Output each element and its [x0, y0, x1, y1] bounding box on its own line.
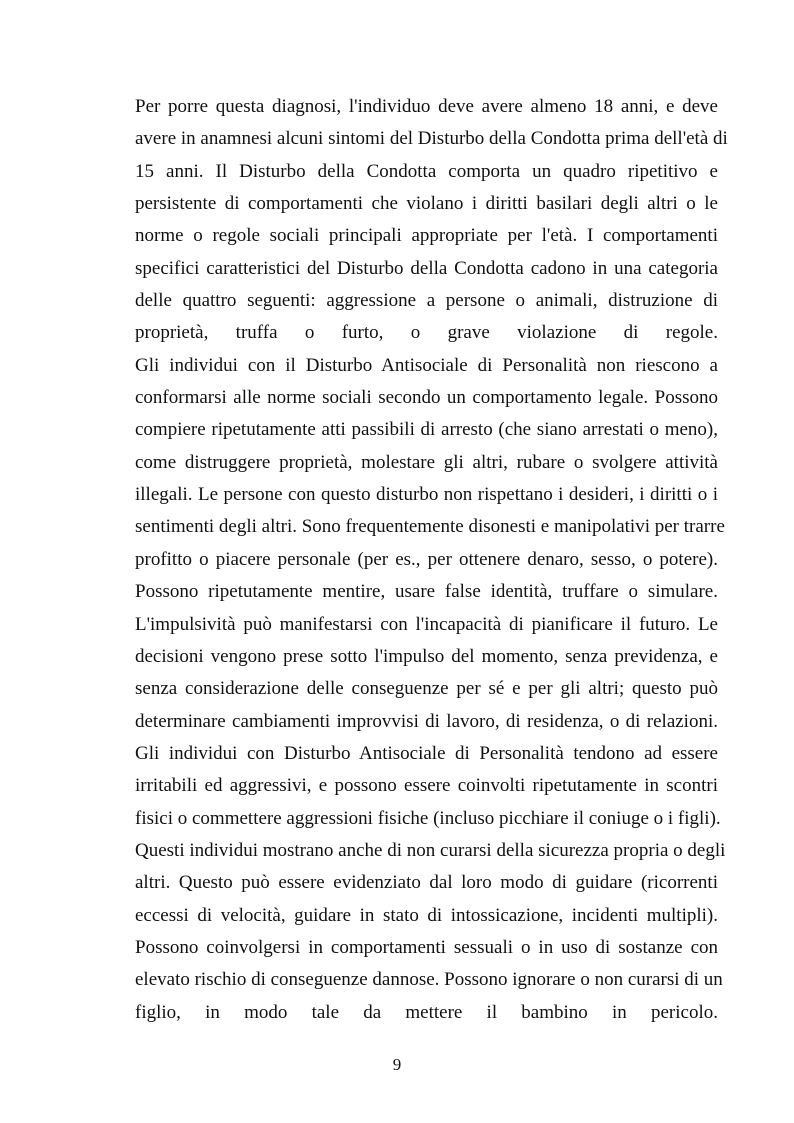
text-line: determinare cambiamenti improvvisi di lavoro, di residenza, o di relazioni. — [135, 710, 718, 732]
text-line: altri. Questo può essere evidenziato dal loro modo di guidare (ricorrenti — [135, 872, 718, 894]
text-line: delle quattro seguenti: aggressione a persone o animali, distruzione di — [135, 290, 718, 312]
text-line: conformarsi alle norme sociali secondo un comportamento legale. Possono — [135, 387, 718, 409]
text-line: sentimenti degli altri. Sono frequentemente disonesti e manipolativi per trarre — [135, 516, 725, 538]
text-line: Per porre questa diagnosi, l'individuo deve avere almeno 18 anni, e deve — [135, 96, 718, 117]
text-line: decisioni vengono prese sotto l'impulso del momento, senza previdenza, e — [135, 645, 718, 667]
text-line: Gli individui con Disturbo Antisociale di Personalità tendono ad essere — [135, 742, 718, 764]
text-line: senza considerazione delle conseguenze per sé e per gli altri; questo può — [135, 678, 718, 700]
text-line: Questi individui mostrano anche di non curarsi della sicurezza propria o degli — [135, 839, 726, 861]
text-line: elevato rischio di conseguenze dannose. Possono ignorare o non curarsi di un — [135, 969, 723, 991]
text-line: irritabili ed aggressivi, e possono essere coinvolti ripetutamente in scontri — [135, 775, 718, 797]
text-line: illegali. Le persone con questo disturbo non rispettano i desideri, i diritti o i — [135, 484, 718, 506]
body-text — [135, 91, 728, 1029]
text-line: figlio, in modo tale da mettere il bambino in pericolo. — [135, 1001, 718, 1023]
text-line: Possono coinvolgersi in comportamenti sessuali o in uso di sostanze con — [135, 936, 718, 958]
text-line: Possono ripetutamente mentire, usare false identità, truffare o simulare. — [135, 581, 718, 603]
text-line: fisici o commettere aggressioni fisiche (incluso picchiare il coniuge o i figli). — [135, 807, 721, 829]
text-line: persistente di comportamenti che violano i diritti basilari degli altri o le — [135, 193, 718, 215]
text-line: specifici caratteristici del Disturbo della Condotta cadono in una categoria — [135, 257, 718, 279]
text-line: compiere ripetutamente atti passibili di arresto (che siano arrestati o meno), — [135, 419, 718, 441]
text-line: L'impulsività può manifestarsi con l'incapacità di pianificare il futuro. Le — [135, 613, 718, 635]
text-line: profitto o piacere personale (per es., per ottenere denaro, sesso, o potere). — [135, 548, 718, 570]
text-line: 15 anni. Il Disturbo della Condotta comporta un quadro ripetitivo e — [135, 160, 718, 182]
text-line: proprietà, truffa o furto, o grave violazione di regole. — [135, 322, 718, 344]
text-line: norme o regole sociali principali appropriate per l'età. I comportamenti — [135, 225, 718, 247]
page-number: 9 — [392, 1055, 402, 1074]
text-line: avere in anamnesi alcuni sintomi del Disturbo della Condotta prima dell'età di — [135, 128, 728, 150]
text-line: Gli individui con il Disturbo Antisociale di Personalità non riescono a — [135, 354, 718, 376]
text-line: eccessi di velocità, guidare in stato di intossicazione, incidenti multipli). — [135, 904, 718, 926]
text-line: come distruggere proprietà, molestare gli altri, rubare o svolgere attività — [135, 451, 718, 473]
